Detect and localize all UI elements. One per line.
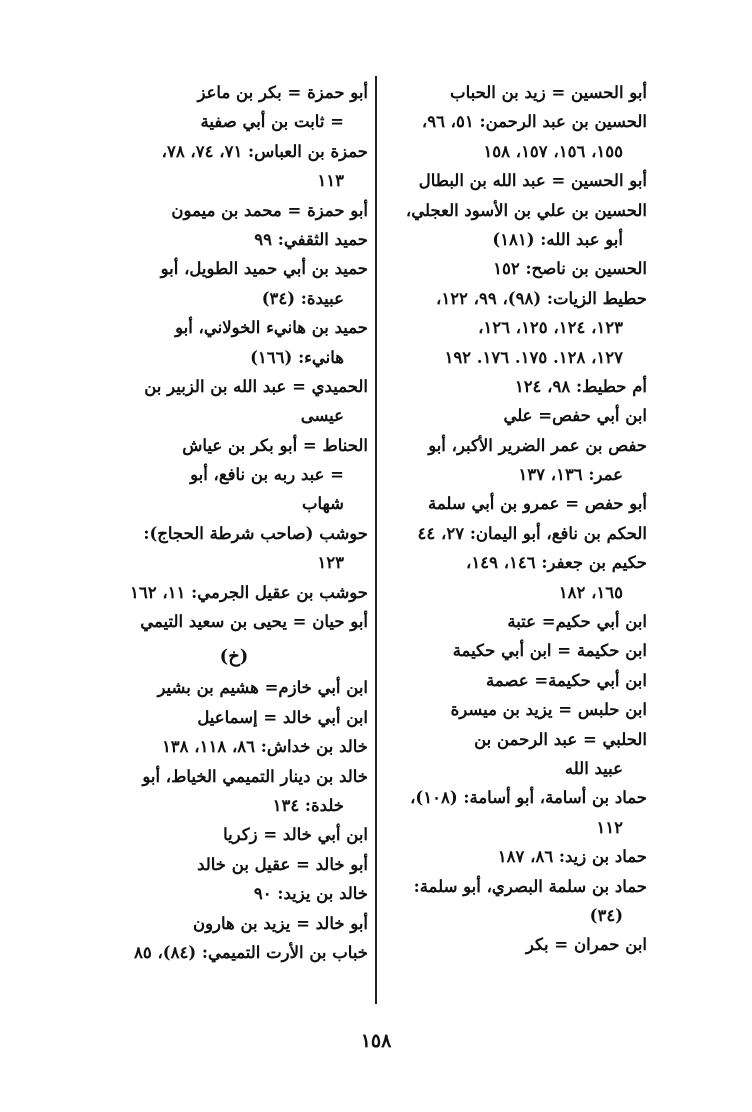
index-entry-line: خالد بن خداش: ٨٦، ١١٨، ١٣٨ [161, 737, 368, 757]
index-entry-line: أبو حيان = يحيى بن سعيد التيمي [140, 612, 368, 632]
index-entry-line: = ثابت بن أبي صفية [200, 112, 344, 132]
index-entry-line: ابن أبي حكيم= عتبة [507, 612, 647, 632]
index-entry-line: حوشب (صاحب شرطة الحجاج): [143, 523, 368, 543]
index-entry-line: ابن حمران = بكر [525, 935, 647, 955]
index-entry-line: أبو خالد = يزيد بن هارون [192, 913, 368, 933]
index-entry-line: ١١٣ [317, 171, 344, 191]
index-entry-line: حمزة بن العباس: ٧١، ٧٤، ٧٨، [161, 141, 368, 161]
index-entry-line: ١١٢ [596, 817, 623, 837]
index-entry-line: عيسى [300, 406, 344, 426]
index-entry-line: أبو الحسين = زيد بن الحباب [450, 83, 647, 102]
index-entry-line: حوشب بن عقيل الجرمي: ١١، ١٦٢ [129, 582, 368, 602]
index-entry-line: (٣٤) [589, 905, 623, 925]
index-entry-line: ١٦٥، ١٨٢ [558, 582, 623, 602]
index-entry-line: ١٢٣ [317, 553, 344, 573]
index-entry-line: خباب بن الأرت التميمي: (٨٤)، ٨٥ [133, 942, 368, 962]
index-entry-line: الحسين بن ناصح: ١٥٢ [493, 259, 647, 279]
index-entry-line: أبو خالد = عقيل بن خالد [197, 854, 368, 874]
index-column-right [385, 78, 647, 960]
index-entry-line: حماد بن زيد: ٨٦، ١٨٧ [497, 847, 647, 867]
index-entry-line: حماد بن أسامة، أبو أسامة: (١٠٨)، [410, 788, 647, 808]
index-column-left-part-a [100, 78, 368, 636]
index-entry-line: أبو حمزة = بكر بن ماعز [197, 83, 368, 102]
index-entry-line: حميد الثقفي: ٩٩ [254, 229, 368, 249]
index-entry-line: عمر: ١٣٦، ١٣٧ [518, 465, 623, 485]
section-heading-kha: (خ) [219, 646, 249, 668]
index-entry-line: عبيد الله [564, 758, 623, 778]
index-entry-line: ابن أبي حفص= علي [503, 406, 647, 426]
index-entry-line: شهاب [302, 494, 344, 514]
index-entry-line: ١٥٥، ١٥٦، ١٥٧، ١٥٨ [483, 141, 623, 161]
index-entry-line: حماد بن سلمة البصري، أبو سلمة: [413, 876, 647, 896]
index-entry-line: = عبد ربه بن نافع، أبو [190, 465, 344, 485]
index-entry-line: ابن حلبس = يزيد بن ميسرة [450, 700, 647, 720]
index-entry-line: الحميدي = عبد الله بن الزبير بن [144, 376, 368, 396]
index-entry-line: أم حطيط: ٩٨، ١٢٤ [514, 376, 647, 396]
index-entry-line: الحسين بن عبد الرحمن: ٥١، ٩٦، [421, 112, 647, 132]
index-column-left [100, 78, 368, 967]
index-entry-line: الحناط = أبو بكر بن عياش [182, 435, 368, 455]
index-entry-line: أبو عبد الله: (١٨١) [492, 229, 623, 249]
index-entry-line: هانيء: (١٦٦) [250, 347, 344, 367]
index-entry-line: ابن أبي حكيمة= عصمة [486, 670, 647, 690]
index-entry-line: الحلبي = عبد الرحمن بن [474, 729, 647, 749]
index-entry-line: الحسين بن علي بن الأسود العجلي، [405, 200, 647, 220]
page-number: ١٥٨ [360, 1030, 392, 1052]
index-entry-line: ١٢٣، ١٢٤، ١٢٥، ١٢٦، [478, 318, 623, 338]
column-divider [375, 76, 377, 1004]
index-entry-line: أبو حفص = عمرو بن أبي سلمة [428, 494, 647, 514]
index-entry-line: ابن حكيمة = ابن أبي حكيمة [452, 641, 647, 661]
index-entry-line: أبو الحسين = عبد الله بن البطال [418, 171, 647, 191]
index-entry-line: خالد بن دينار التميمي الخياط، أبو [142, 766, 368, 786]
index-entry-line: حطيط الزيات: (٩٨)، ٩٩، ١٢٢، [436, 288, 647, 308]
index-entry-line: حميد بن أبي حميد الطويل، أبو [160, 259, 368, 279]
index-entry-line: ابن أبي خالد = إسماعيل [197, 707, 368, 727]
index-entry-line: حميد بن هانيء الخولاني، أبو [175, 318, 368, 338]
index-entry-line: حفص بن عمر الضرير الأكبر، أبو [428, 435, 647, 455]
index-entry-line: خلدة: ١٣٤ [272, 795, 344, 815]
index-entry-line: حكيم بن جعفر: ١٤٦، ١٤٩، [466, 553, 647, 573]
index-entry-line: عبيدة: (٣٤) [261, 288, 344, 308]
index-entry-line: ابن أبي خازم= هشيم بن بشير [157, 678, 368, 698]
index-column-left-part-b [100, 673, 368, 967]
index-entry-line: ١٢٧، ١٢٨. ١٧٥. ١٧٦. ١٩٢ [444, 347, 623, 367]
index-entry-line: أبو حمزة = محمد بن ميمون [171, 200, 368, 220]
index-entry-line: خالد بن يزيد: ٩٠ [253, 884, 368, 904]
index-entry-line: الحكم بن نافع، أبو اليمان: ٢٧، ٤٤ [417, 523, 647, 543]
index-entry-line: ابن أبي خالد = زكريا [223, 825, 368, 845]
